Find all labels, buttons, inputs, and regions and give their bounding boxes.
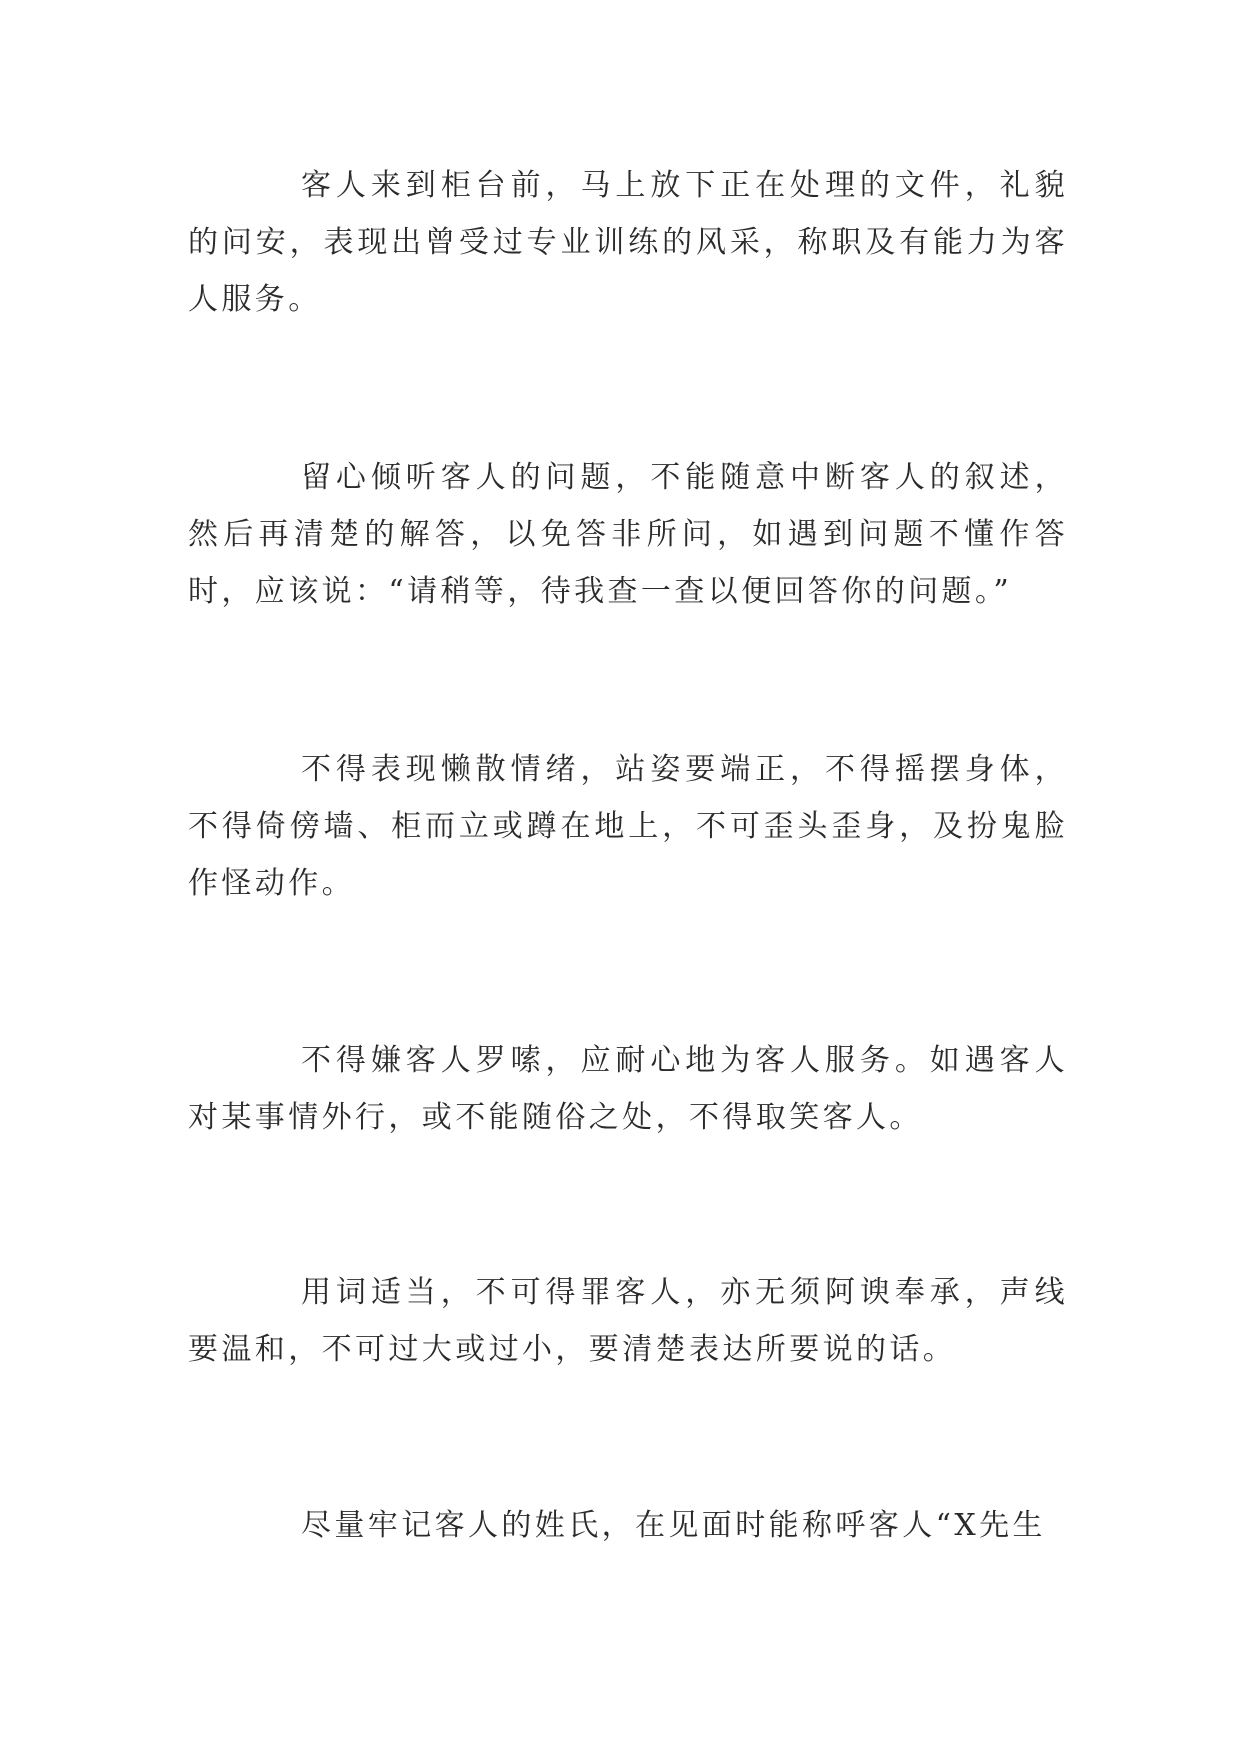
paragraph-greeting-at-counter: 客人来到柜台前，马上放下正在处理的文件，礼貌的问安，表现出曾受过专业训练的风采，称职及有能力为客人服务。 [188, 168, 1068, 317]
paragraph-patience-with-guests: 不得嫌客人罗嗦，应耐心地为客人服务。如遇客人对某事情外行，或不能随俗之处，不得取笑客人。 [188, 1043, 1068, 1135]
paragraph-listen-to-guests: 留心倾听客人的问题，不能随意中断客人的叙述，然后再清楚的解答，以免答非所问，如遇到问题不懂作答时，应该说：“请稍等，待我查一查以便回答你的问题。” [188, 460, 1068, 609]
paragraph-appropriate-wording: 用词适当，不可得罪客人，亦无须阿谀奉承，声线要温和，不可过大或过小，要清楚表达所要说的话。 [188, 1275, 1068, 1367]
paragraph-posture-rules: 不得表现懒散情绪，站姿要端正，不得摇摆身体，不得倚傍墙、柜而立或蹲在地上，不可歪头歪身，及扮鬼脸作怪动作。 [188, 752, 1068, 901]
paragraph-remember-surnames: 尽量牢记客人的姓氏，在见面时能称呼客人“X先生 [301, 1508, 1046, 1543]
